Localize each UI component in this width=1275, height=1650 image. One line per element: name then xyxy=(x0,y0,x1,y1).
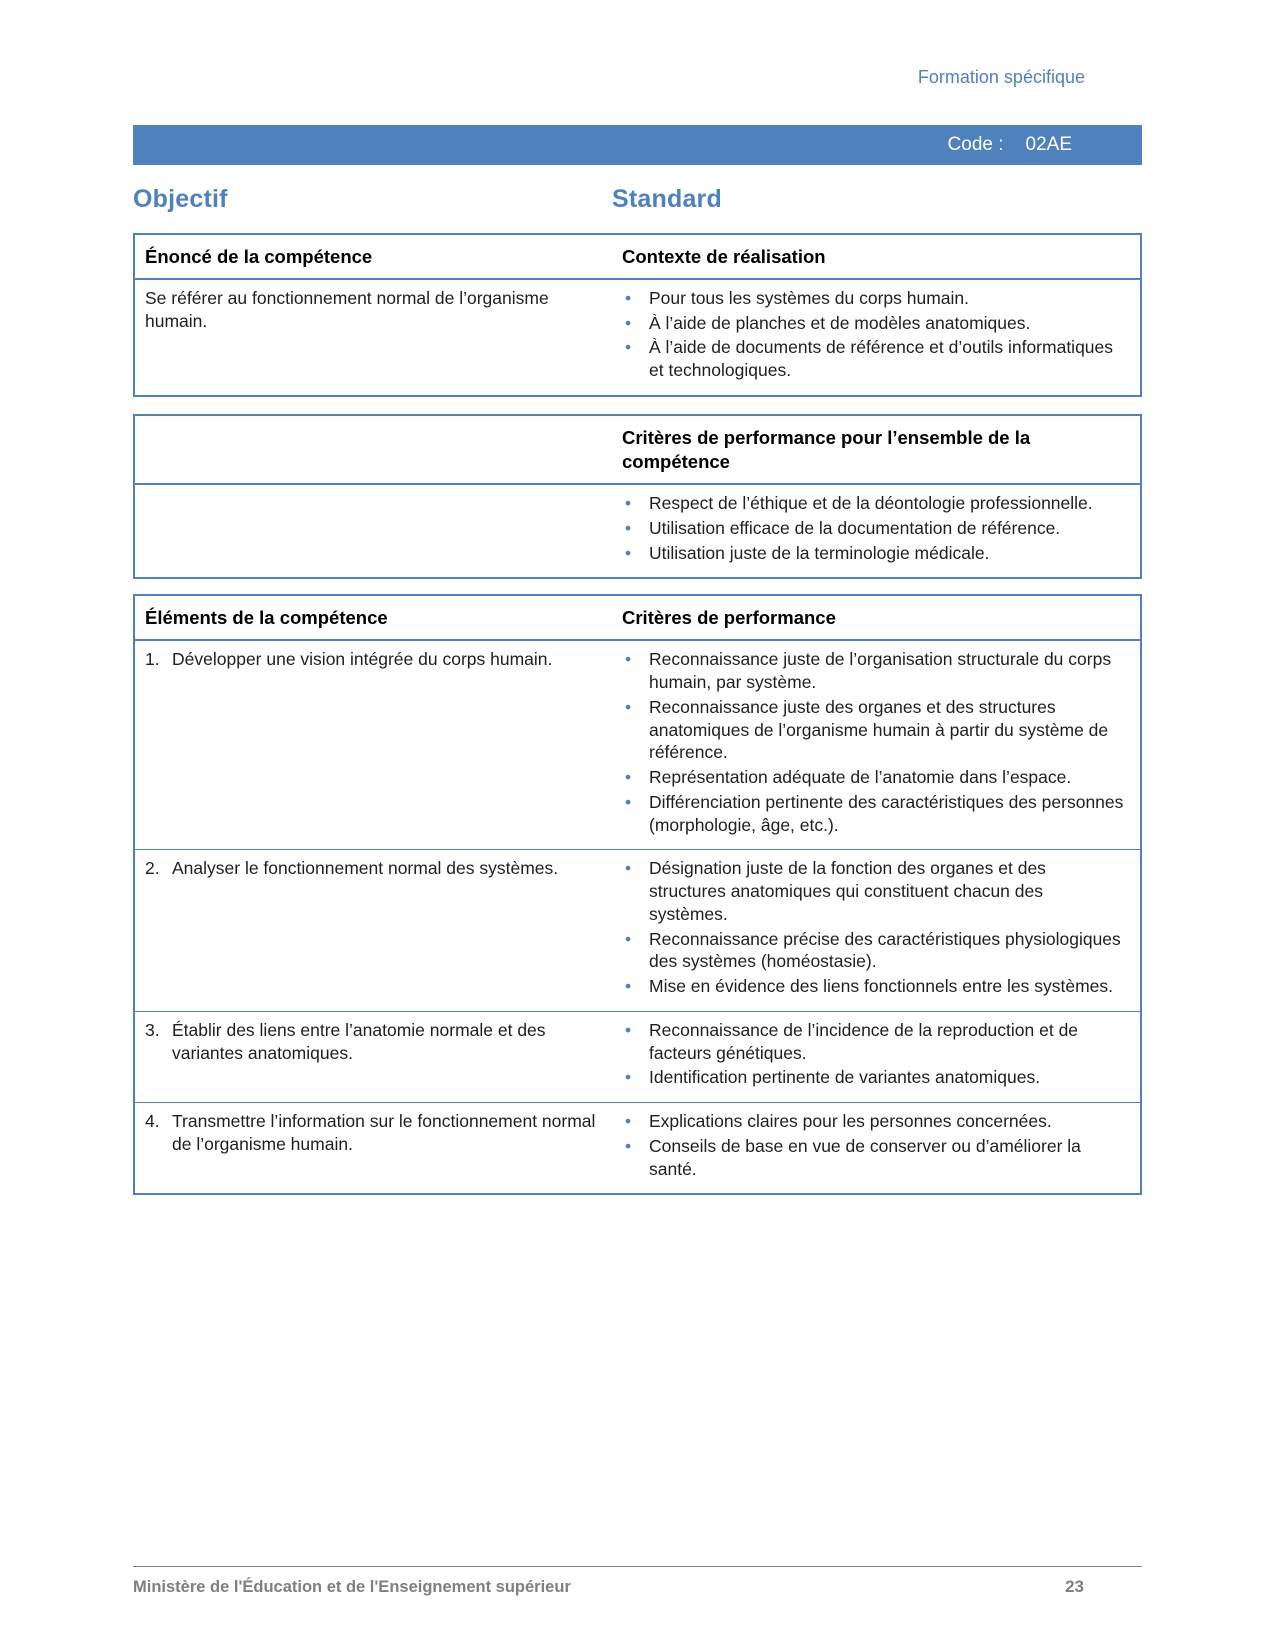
element-statement-cell xyxy=(135,1103,614,1193)
bullet-icon: • xyxy=(625,542,632,563)
header xyxy=(0,0,1275,89)
bullet-item xyxy=(622,791,1126,837)
bullet-icon: • xyxy=(625,976,632,997)
bullet-item xyxy=(622,1066,1126,1089)
bullet-text: Représentation adéquate de l’anatomie dans l’espace. xyxy=(649,767,1072,788)
criteres-ensemble-table xyxy=(133,414,1142,579)
element-statement-cell xyxy=(135,1012,614,1102)
element-row xyxy=(135,641,1140,849)
contexte-header: Contexte de réalisation xyxy=(622,245,826,267)
bullet-text: Reconnaissance juste de l’organisation structurale du corps humain, par système. xyxy=(649,649,1112,693)
bullet-text: À l’aide de documents de référence et d’outils informatiques et technologiques. xyxy=(649,337,1114,381)
standard-title: Standard xyxy=(612,185,722,214)
bullet-icon: • xyxy=(625,1135,632,1156)
element-number: 1. xyxy=(145,649,160,670)
bullet-item xyxy=(622,696,1126,764)
bullet-icon: • xyxy=(625,493,632,514)
bullet-item xyxy=(622,287,1126,310)
bullet-item xyxy=(622,336,1126,382)
code-value: 02AE xyxy=(1025,134,1072,156)
bullet-icon: • xyxy=(625,312,632,333)
criteres-ensemble-header-row xyxy=(135,416,1140,485)
element-statement xyxy=(145,1110,598,1156)
elements-header-cell xyxy=(135,596,614,639)
bullet-item xyxy=(622,857,1126,925)
element-number: 2. xyxy=(145,858,160,879)
bullet-text: Différenciation pertinente des caractéristiques des personnes (morphologie, âge, etc.). xyxy=(649,791,1124,835)
element-text: Analyser le fonctionnement normal des systèmes. xyxy=(172,858,559,879)
criteria-bullets xyxy=(622,857,1126,998)
element-text: Établir des liens entre l’anatomie normale et des variantes anatomiques. xyxy=(172,1019,546,1063)
criteres-ensemble-header-cell xyxy=(614,416,1140,483)
bullet-item xyxy=(622,766,1126,789)
element-number: 3. xyxy=(145,1019,160,1040)
bullet-icon: • xyxy=(625,649,632,670)
bullet-icon: • xyxy=(625,517,632,538)
element-row xyxy=(135,849,1140,1011)
bullet-icon: • xyxy=(625,287,632,308)
criteria-bullets xyxy=(622,1110,1126,1180)
bullet-item xyxy=(622,1110,1126,1133)
criteria-bullets-cell xyxy=(614,1103,1140,1193)
bullet-text: Pour tous les systèmes du corps humain. xyxy=(649,287,970,308)
header-section-label: Formation spécifique xyxy=(917,67,1085,87)
bullet-text: Reconnaissance précise des caractéristiques physiologiques des systèmes (homéostasie). xyxy=(649,928,1121,972)
bullet-item xyxy=(622,492,1126,515)
footer xyxy=(133,1566,1142,1598)
bullet-text: Mise en évidence des liens fonctionnels entre les systèmes. xyxy=(649,976,1113,997)
criteria-bullets-cell xyxy=(614,641,1140,849)
criteres-ensemble-header: Critères de performance pour l’ensemble de la compétence xyxy=(622,426,1031,472)
bullet-item xyxy=(622,542,1126,565)
elements-rows xyxy=(135,641,1140,1193)
bullet-icon: • xyxy=(625,337,632,358)
enonce-statement: Se référer au fonctionnement normal de l’organisme humain. xyxy=(145,287,549,331)
bullet-icon: • xyxy=(625,928,632,949)
bullet-text: Désignation juste de la fonction des organes et des structures anatomiques qui constituent chacun des systèmes. xyxy=(649,858,1046,924)
criteres-ensemble-bullets xyxy=(622,492,1126,564)
bullet-text: Explications claires pour les personnes concernées. xyxy=(649,1111,1052,1132)
bullet-icon: • xyxy=(625,1019,632,1040)
code-label: Code : xyxy=(947,134,1004,156)
elements-header-row xyxy=(135,596,1140,641)
element-text: Développer une vision intégrée du corps humain. xyxy=(172,649,553,670)
bullet-icon: • xyxy=(625,767,632,788)
bullet-text: Utilisation juste de la terminologie médicale. xyxy=(649,542,990,563)
bullet-text: Conseils de base en vue de conserver ou d’améliorer la santé. xyxy=(649,1135,1081,1179)
elements-table xyxy=(133,594,1142,1195)
enonce-statement-cell xyxy=(135,280,614,395)
bullet-text: Reconnaissance de l’incidence de la reproduction et de facteurs génétiques. xyxy=(649,1019,1079,1063)
bullet-item xyxy=(622,312,1126,335)
footer-ministry: Ministère de l'Éducation et de l'Enseignement supérieur xyxy=(133,1577,571,1596)
bullet-icon: • xyxy=(625,858,632,879)
elements-header: Éléments de la compétence xyxy=(145,607,388,629)
enonce-header-cell xyxy=(135,235,614,278)
criteres-ensemble-bullets-cell xyxy=(614,485,1140,577)
criteria-bullets-cell xyxy=(614,1012,1140,1102)
bullet-text: Utilisation efficace de la documentation de référence. xyxy=(649,517,1061,538)
enonce-table xyxy=(133,233,1142,397)
bullet-text: Identification pertinente de variantes anatomiques. xyxy=(649,1067,1041,1088)
criteria-bullets xyxy=(622,648,1126,836)
bullet-item xyxy=(622,517,1126,540)
element-statement-cell xyxy=(135,850,614,1011)
element-row xyxy=(135,1011,1140,1102)
bullet-text: Reconnaissance juste des organes et des structures anatomiques de l’organisme humain à partir du système de référence. xyxy=(649,696,1109,763)
criteres-header: Critères de performance xyxy=(622,607,836,629)
criteres-header-cell xyxy=(614,596,1140,639)
contexte-header-cell xyxy=(614,235,1140,278)
bullet-icon: • xyxy=(625,791,632,812)
bullet-text: Respect de l’éthique et de la déontologie professionnelle. xyxy=(649,493,1093,514)
bullet-item xyxy=(622,1135,1126,1181)
element-number: 4. xyxy=(145,1111,160,1132)
contexte-bullets-cell xyxy=(614,280,1140,395)
column-titles xyxy=(133,183,1142,216)
bullet-icon: • xyxy=(625,1111,632,1132)
element-row xyxy=(135,1102,1140,1193)
enonce-body-row xyxy=(135,280,1140,395)
footer-page-number: 23 xyxy=(1065,1576,1084,1596)
criteria-bullets xyxy=(622,1019,1126,1089)
bullet-text: À l’aide de planches et de modèles anatomiques. xyxy=(649,312,1031,333)
empty-header-cell xyxy=(135,416,614,483)
element-statement xyxy=(145,1019,598,1065)
element-statement-cell xyxy=(135,641,614,849)
bullet-item xyxy=(622,975,1126,998)
code-bar xyxy=(133,125,1142,165)
bullet-item xyxy=(622,648,1126,694)
empty-body-cell xyxy=(135,485,614,577)
enonce-header: Énoncé de la compétence xyxy=(145,245,373,267)
element-statement xyxy=(145,648,598,671)
bullet-icon: • xyxy=(625,1067,632,1088)
element-statement xyxy=(145,857,598,880)
criteres-ensemble-body-row xyxy=(135,485,1140,577)
bullet-item xyxy=(622,928,1126,974)
criteria-bullets-cell xyxy=(614,850,1140,1011)
bullet-icon: • xyxy=(625,696,632,717)
contexte-bullets xyxy=(622,287,1126,382)
element-text: Transmettre l’information sur le fonctionnement normal de l’organisme humain. xyxy=(172,1111,596,1154)
bullet-item xyxy=(622,1019,1126,1065)
enonce-header-row xyxy=(135,235,1140,280)
objectif-title: Objectif xyxy=(133,185,228,214)
